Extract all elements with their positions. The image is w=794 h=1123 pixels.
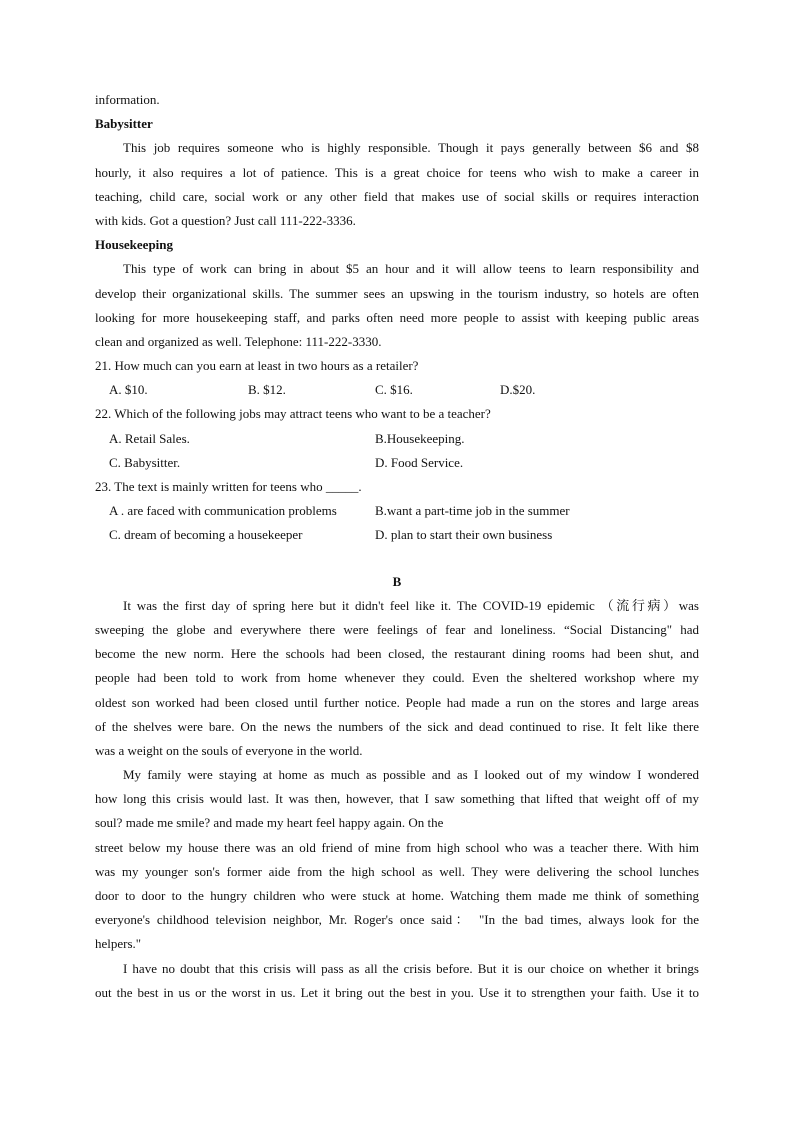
text-line: teaching, child care, social work or any other field that makes use of social skills or requires interaction [95, 188, 699, 204]
question-22-options-row1 [95, 427, 699, 451]
question-21-options [95, 378, 699, 402]
option-b: B.Housekeeping. [375, 430, 465, 446]
text-line: I have no doubt that this crisis will pass as all the crisis before. But it is our choice on whether it brings [123, 960, 699, 976]
option-c: C. Babysitter. [109, 454, 181, 470]
text-line: develop their organizational skills. The summer sees an upswing in the tourism industry, so hotels are often [95, 285, 699, 301]
text-line: clean and organized as well. Telephone: 111-222-3330. [95, 333, 382, 349]
option-a: A. $10. [109, 382, 148, 398]
text-line: people had been told to work from home whenever they could. Even the sheltered workshop where my [95, 670, 699, 686]
text-line: was a weight on the souls of everyone in the world. [95, 742, 363, 758]
text-line: My family were staying at home as much as possible and as I looked out of my window I wondered [123, 767, 699, 783]
option-c: C. dream of becoming a housekeeper [109, 527, 303, 543]
section-b-heading: B [392, 573, 402, 589]
heading-babysitter: Babysitter [95, 116, 153, 132]
text-line: how long this crisis would last. It was then, however, that I saw something that lifted that weight off of my [95, 791, 699, 807]
question-22-stem: 22. Which of the following jobs may attract teens who want to be a teacher? [95, 406, 491, 422]
text-line: helpers." [95, 936, 142, 952]
question-21-stem: 21. How much can you earn at least in two hours as a retailer? [95, 358, 419, 374]
text-line: street below my house there was an old friend of mine from high school who was a teacher there. With him [95, 839, 699, 855]
text-line: sweeping the globe and everywhere there were feelings of fear and loneliness. “Social Distancing" had [95, 621, 699, 637]
text-line: with kids. Got a question? Just call 111-222-3336. [95, 212, 356, 228]
text-line: everyone's childhood television neighbor, Mr. Roger's once said： "In the bad times, always look for the [95, 912, 699, 928]
option-a: A . are faced with communication problems [109, 503, 337, 519]
text-line: information. [95, 92, 160, 107]
text-line: hourly, it also requires a lot of patience. This is a great choice for teens who wish to make a career in [95, 164, 699, 180]
text-line: looking for more housekeeping staff, and parks often need more people to assist with keeping public areas [95, 309, 699, 325]
option-d: D. plan to start their own business [375, 527, 553, 543]
text-line: become the new norm. Here the schools had been closed, the restaurant dining rooms had been shut, and [95, 646, 699, 662]
option-a: A. Retail Sales. [109, 430, 190, 446]
text-line: door to door to the hungry children who were stuck at home. Watching them made me think of something [95, 888, 699, 903]
text-line: of the shelves were bare. On the news the numbers of the sick and dead continued to rise. It felt like there [95, 718, 699, 734]
text-line: It was the first day of spring here but it didn't feel like it. The COVID-19 epidemic （流行病）was [123, 597, 699, 613]
text-line: out the best in us or the worst in us. Let it bring out the best in you. Use it to strengthen your faith. Use it to [95, 984, 699, 1000]
text-line: was my younger son's former aide from the high school as well. They were delivering the school lunches [95, 863, 699, 879]
text-line: This type of work can bring in about $5 an hour and it will allow teens to learn responsibility and [123, 261, 699, 277]
heading-housekeeping: Housekeeping [95, 237, 174, 253]
text-line: This job requires someone who is highly responsible. Though it pays generally between $6 and $8 [123, 140, 699, 156]
option-d: D.$20. [500, 382, 536, 398]
text-line: soul? made me smile? and made my heart feel happy again. On the [95, 815, 444, 831]
document-page [95, 88, 699, 1005]
option-d: D. Food Service. [375, 454, 464, 470]
text-line: oldest son worked had been closed until further notice. People had made a run on the stores and large areas [95, 694, 699, 710]
question-23-stem: 23. The text is mainly written for teens who _____. [95, 479, 362, 494]
question-22-options-row2 [95, 451, 699, 475]
question-23-options-row1 [95, 499, 699, 523]
option-b: B.want a part-time job in the summer [375, 503, 570, 519]
option-b: B. $12. [248, 382, 286, 398]
option-c: C. $16. [375, 382, 413, 398]
question-23-options-row2 [95, 523, 699, 547]
